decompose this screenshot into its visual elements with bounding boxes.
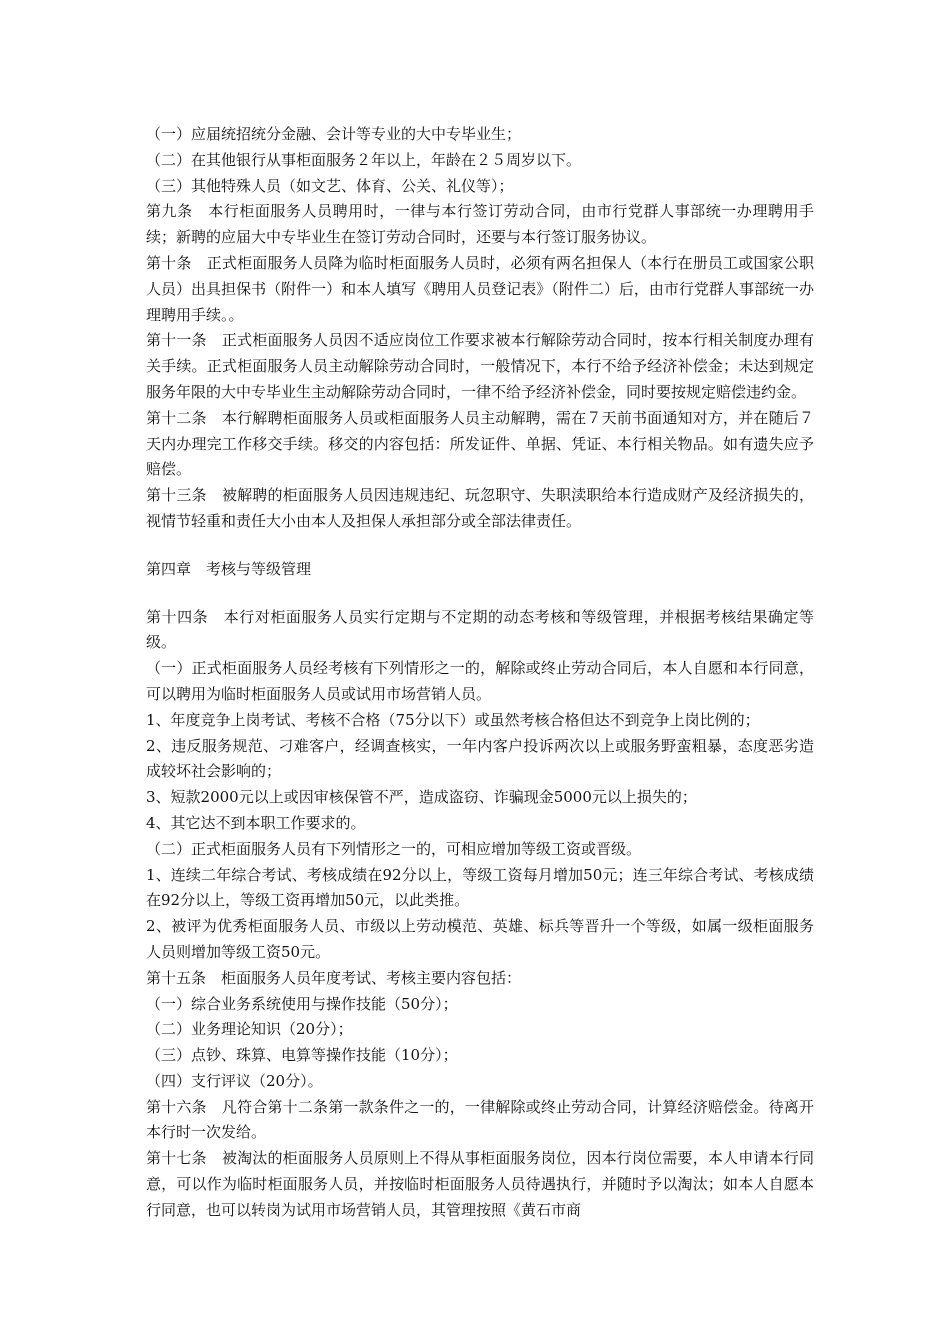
article-9: 第九条 本行柜面服务人员聘用时，一律与本行签订劳动合同，由市行党群人事部统一办理聘用手续；新聘的应届大中专毕业生在签订劳动合同时，还要与本行签订服务协议。 [146,202,814,247]
article-10: 第十条 正式柜面服务人员降为临时柜面服务人员时，必须有两名担保人（本行在册员工或国家公职人员）出具担保书（附件一）和本人填写《聘用人员登记表》（附件二）后，由市行党群人事部统一办理聘用手续。。 [146,253,814,324]
list-item: （二）在其他银行从事柜面服务２年以上，年龄在２５周岁以下。 [146,150,582,169]
article-17: 第十七条 被淘汰的柜面服务人员原则上不得从事柜面服务岗位，因本行岗位需要，本人申请本行同意，可以作为临时柜面服务人员，并按临时柜面服务人员待遇执行，并随时予以淘汰；如本人自愿本行同意，也可以转岗为试用市场营销人员，其管理按照《黄石市商 [146,1149,814,1219]
list-item: （一）综合业务系统使用与操作技能（50分）； [146,994,458,1013]
document-body [146,122,814,1224]
list-item: 3、短款2000元以上或因审核保管不严，造成盗窃、诈骗现金5000元以上损失的； [146,788,697,807]
list-item: 2、违反服务规范、刁难客户，经调查核实，一年内客户投诉两次以上或服务野蛮粗暴，态度恶劣造成较坏社会影响的； [146,736,814,781]
list-item: 1、连续二年综合考试、考核成绩在92分以上，等级工资每月增加50元；连三年综合考试、考核成绩在92分以上，等级工资再增加50元，以此类推。 [146,865,814,910]
spacer [146,583,814,605]
article-14-clause-1: （一）正式柜面服务人员经考核有下列情形之一的，解除或终止劳动合同后，本人自愿和本行同意，可以聘用为临时柜面服务人员或试用市场营销人员。 [146,659,814,703]
article-14-clause-2: （二）正式柜面服务人员有下列情形之一的，可相应增加等级工资或晋级。 [146,839,642,858]
list-item: （三）点钞、珠算、电算等操作技能（10分）； [146,1046,458,1065]
list-item: 2、被评为优秀柜面服务人员、市级以上劳动模范、英雄、标兵等晋升一个等级，如属一级柜面服务人员则增加等级工资50元。 [146,917,814,961]
article-12: 第十二条 本行解聘柜面服务人员或柜面服务人员主动解聘，需在７天前书面通知对方，并在随后７天内办理完工作移交手续。移交的内容包括：所发证件、单据、凭证、本行相关物品。如有遗失应予赔偿。 [146,408,814,479]
list-item: 4、其它达不到本职工作要求的。 [146,813,366,832]
article-14: 第十四条 本行对柜面服务人员实行定期与不定期的动态考核和等级管理，并根据考核结果确定等级。 [146,607,814,652]
article-13: 第十三条 被解聘的柜面服务人员因违规违纪、玩忽职守、失职渎职给本行造成财产及经济损失的，视情节轻重和责任大小由本人及担保人承担部分或全部法律责任。 [146,486,814,530]
article-15: 第十五条 柜面服务人员年度考试、考核主要内容包括： [146,968,522,987]
list-item: （二）业务理论知识（20分）； [146,1020,353,1039]
article-16: 第十六条 凡符合第十二条第一款条件之一的，一律解除或终止劳动合同，计算经济赔偿金。待离开本行时一次发给。 [146,1097,814,1142]
article-11: 第十一条 正式柜面服务人员因不适应岗位工作要求被本行解除劳动合同时，按本行相关制度办理有关手续。正式柜面服务人员主动解除劳动合同时，一般情况下，本行不给予经济补偿金；未达到规定服务年限的大中专毕业生主动解除劳动合同时，一律不给予经济补偿金，同时要按规定赔偿违约金。 [146,331,814,401]
list-item: 1、年度竞争上岗考试、考核不合格（75分以下）或虽然考核合格但达不到竞争上岗比例的； [146,710,760,729]
chapter-heading: 第四章 考核与等级管理 [146,559,312,578]
list-item: （一）应届统招统分金融、会计等专业的大中专毕业生； [146,125,522,143]
list-item: （四）支行评议（20分）。 [146,1071,323,1090]
list-item: （三）其他特殊人员（如文艺、体育、公关、礼仪等）； [146,176,514,195]
spacer [146,535,814,557]
